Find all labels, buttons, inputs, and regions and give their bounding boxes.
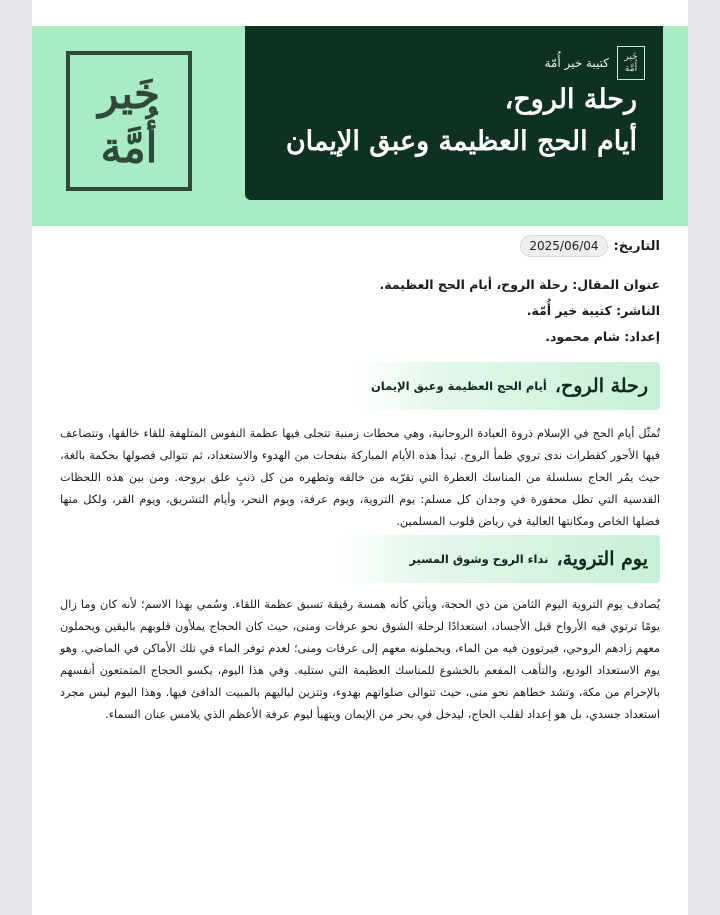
banner-title-line-2: أيام الحج العظيمة وعبق الإيمان [285, 126, 637, 157]
publisher-meta: الناشر: كتيبة خير أُمّة. [526, 303, 660, 318]
section-1-heading-main: رحلة الروح، [554, 375, 648, 397]
date-row [520, 235, 660, 257]
mini-logo-line-2: أُمَّة [624, 64, 638, 74]
logo-line-2: أُمَّة [100, 123, 158, 172]
khair-umma-logo [66, 51, 192, 191]
header-banner [32, 26, 688, 226]
mini-logo-line-1: خَير [624, 52, 638, 62]
logo-line-1: خَير [98, 69, 160, 118]
date-label: التاريخ: [613, 238, 660, 254]
article-page [32, 0, 688, 915]
author-meta: إعداد: شام محمود. [545, 329, 660, 344]
date-badge: 2025/06/04 [520, 235, 607, 257]
section-1-heading-sub: أيام الحج العظيمة وعبق الإيمان [370, 379, 547, 393]
section-heading-2 [338, 535, 660, 583]
article-title-meta: عنوان المقال: رحلة الروح، أيام الحج العظيمة. [379, 277, 660, 292]
publisher-line [545, 46, 646, 80]
mini-logo-icon [617, 46, 645, 80]
title-panel [245, 26, 663, 200]
banner-title-line-1: رحلة الروح، [504, 84, 637, 115]
section-2-heading-sub: نداء الروح وشوق المسير [409, 552, 549, 566]
section-2-heading-main: يوم التروية، [556, 548, 648, 570]
section-2-paragraph: يُصادف يوم التروية اليوم الثامن من ذي الحجة، ويأتي كأنه همسة رقيقة تسبق عظمة اللقاء. وسُمي بهذا الاسم؛ لأنه كان وما زال يومًا ترتوي فيه الأرواح قبل الأجساد، استعدادًا لرحلة الشوق نحو عرفات ومنى، حيث كان الحجاج يملأون قلوبهم باليقين ويحملون معهم زادهم الروحي، فيرتوون فيه من الماء، ويحملونه معهم إلى عرفات ومنى؛ لعدم توفر الماء في تلك الأماكن في الماضي. وهو يوم الاستعداد الوديع، والتأهب المفعم بالخشوع للمناسك العظيمة التي ستليه. وفي هذا اليوم، يكسو الحجاج المتمتعون أنفسهم بالإحرام من مكة، وتشد خطاهم نحو منى، حيث تتوالى صلواتهم بهدوء، وتتزين لياليهم بالمبيت الدافئ فيها. وهذا اليوم ليس مجرد استعداد جسدي، بل هو إعداد لقلب الحاج، ليدخل في بحر من الإيمان ويتهيأ ليوم عرفة الأعظم الذي يلامس عنان السماء. [60, 598, 660, 721]
banner-publisher: كتيبة خير أُمّة [544, 56, 609, 70]
section-1-paragraph: تُمثّل أيام الحج في الإسلام ذروة العبادة الروحانية، وهي محطات زمنية تتجلى فيها عظمة النفوس المتلهفة للقاء خالقها، وتتضاعف فيها الأجور كقطرات ندى تروي ظمأ الروح. تبدأ هذه الأيام المباركة بنفحات من الهدوء والاستعداد، ثم تتوالى فصولها بحكمة بالغة، حيث يمُر الحاج بسلسلة من المناسك العطرة التي تقرّبه من خالقه وتطهره من كل ذنبٍ علق بروحه. ومن بين هذه اللحظات القدسية التي تظل محفورة في وجدان كل مسلم: يوم التروية، ويوم عرفة، ويوم النحر، وأيام التشريق، ويوم القر، ولكل منها فضلها الخاص ومكانتها العالية في رياض قلوب المسلمين. [60, 427, 660, 528]
section-heading-1 [354, 362, 660, 410]
